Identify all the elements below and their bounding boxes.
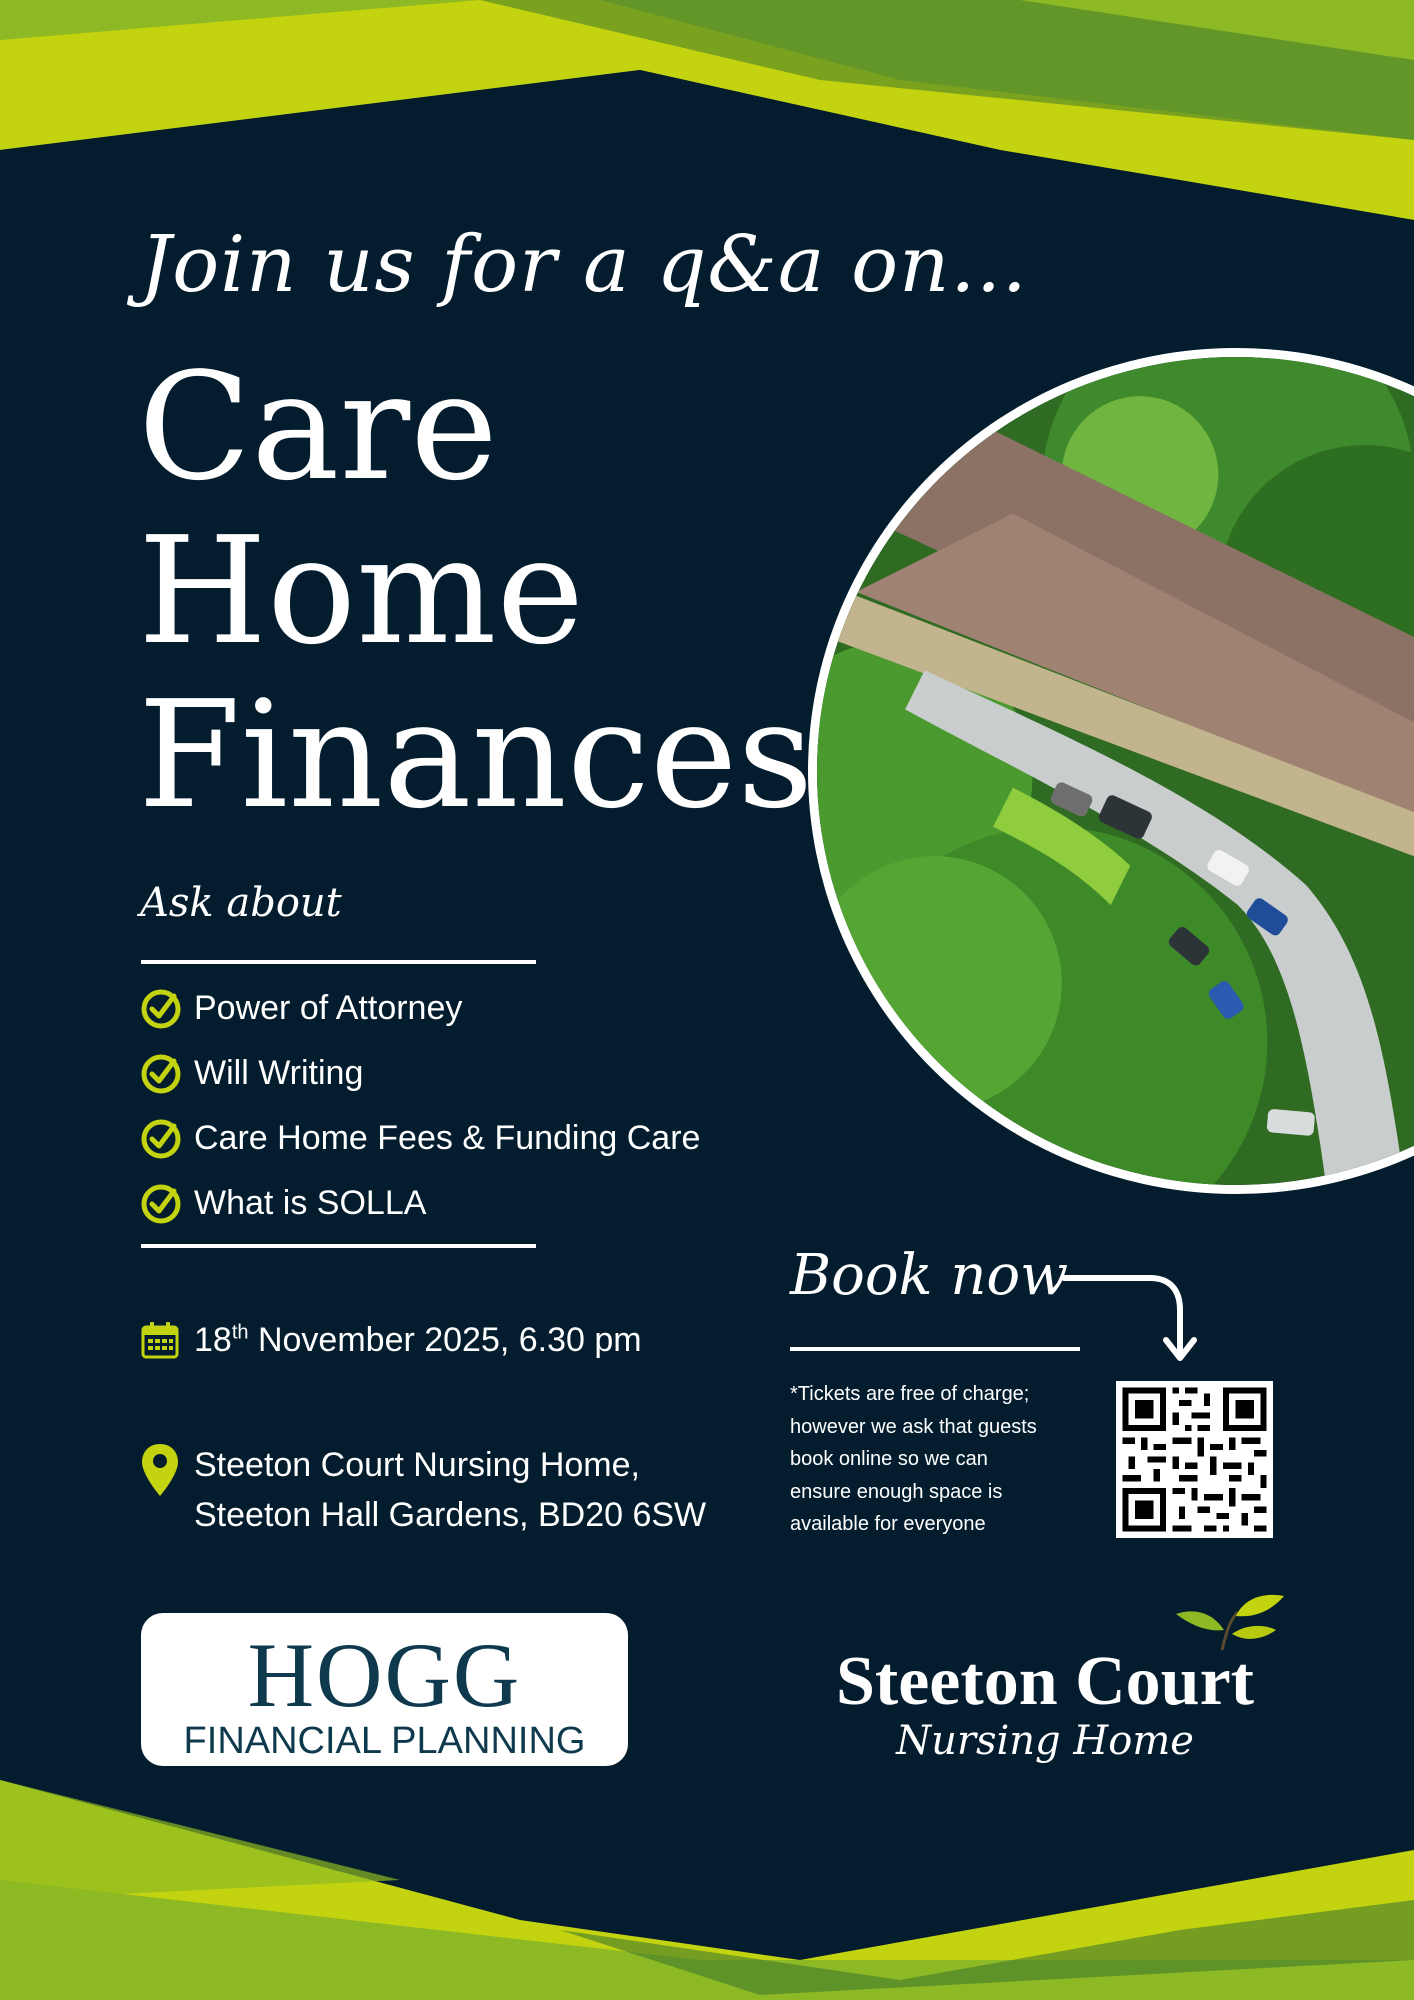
title-line-1: Care bbox=[138, 341, 498, 513]
ticket-note-line: *Tickets are free of charge; bbox=[790, 1383, 1030, 1405]
divider-bottom bbox=[141, 1244, 536, 1248]
venue-address bbox=[194, 1440, 706, 1540]
arrow-down-icon bbox=[1058, 1270, 1218, 1370]
location-pin-icon bbox=[140, 1442, 180, 1498]
event-date-text bbox=[194, 1321, 642, 1360]
steeton-court-logo bbox=[820, 1590, 1300, 1780]
list-item bbox=[140, 1041, 700, 1106]
list-item bbox=[140, 976, 700, 1041]
list-item bbox=[140, 1171, 700, 1236]
list-item-label: Care Home Fees & Funding Care bbox=[194, 1119, 701, 1157]
hogg-logo bbox=[141, 1613, 628, 1766]
topic-list bbox=[140, 976, 700, 1236]
steeton-logo-name: Steeton Court bbox=[836, 1643, 1254, 1720]
divider-book bbox=[790, 1347, 1080, 1351]
ask-about-label: Ask about bbox=[140, 880, 342, 926]
qr-code-icon bbox=[1116, 1381, 1273, 1538]
list-item bbox=[140, 1106, 700, 1171]
hogg-logo-name: HOGG bbox=[247, 1624, 522, 1726]
calendar-icon bbox=[140, 1320, 180, 1360]
event-day-suffix: th bbox=[231, 1321, 249, 1344]
check-circle-icon bbox=[140, 1183, 182, 1225]
event-date-rest: November 2025, 6.30 pm bbox=[248, 1320, 642, 1359]
steeton-logo-sub: Nursing Home bbox=[896, 1718, 1194, 1764]
list-item-label: Will Writing bbox=[194, 1054, 364, 1092]
list-item-label: Power of Attorney bbox=[194, 989, 463, 1027]
page-title bbox=[138, 341, 838, 841]
check-circle-icon bbox=[140, 1053, 182, 1095]
list-item-label: What is SOLLA bbox=[194, 1184, 427, 1222]
ticket-note-line: ensure enough space is bbox=[790, 1480, 1003, 1503]
ticket-note-line: however we ask that guests bbox=[790, 1415, 1037, 1438]
ticket-note bbox=[790, 1378, 1090, 1541]
book-now-heading: Book now bbox=[790, 1243, 1069, 1308]
qr-code[interactable] bbox=[1116, 1381, 1273, 1538]
ticket-note-line: book online so we can bbox=[790, 1448, 988, 1470]
hogg-logo-sub: FINANCIAL PLANNING bbox=[183, 1720, 586, 1762]
title-line-3: Finances bbox=[138, 669, 814, 841]
event-day: 18 bbox=[194, 1320, 232, 1359]
venue-line-2: Steeton Hall Gardens, BD20 6SW bbox=[194, 1496, 707, 1534]
check-circle-icon bbox=[140, 1118, 182, 1160]
intro-heading: Join us for a q&a on... bbox=[140, 220, 1028, 310]
check-circle-icon bbox=[140, 988, 182, 1030]
venue-line-1: Steeton Court Nursing Home, bbox=[194, 1446, 640, 1484]
ticket-note-line: available for everyone bbox=[790, 1513, 986, 1535]
title-line-2: Home bbox=[138, 505, 585, 677]
divider-top bbox=[141, 960, 536, 964]
event-venue bbox=[140, 1440, 706, 1540]
event-date bbox=[140, 1320, 642, 1360]
